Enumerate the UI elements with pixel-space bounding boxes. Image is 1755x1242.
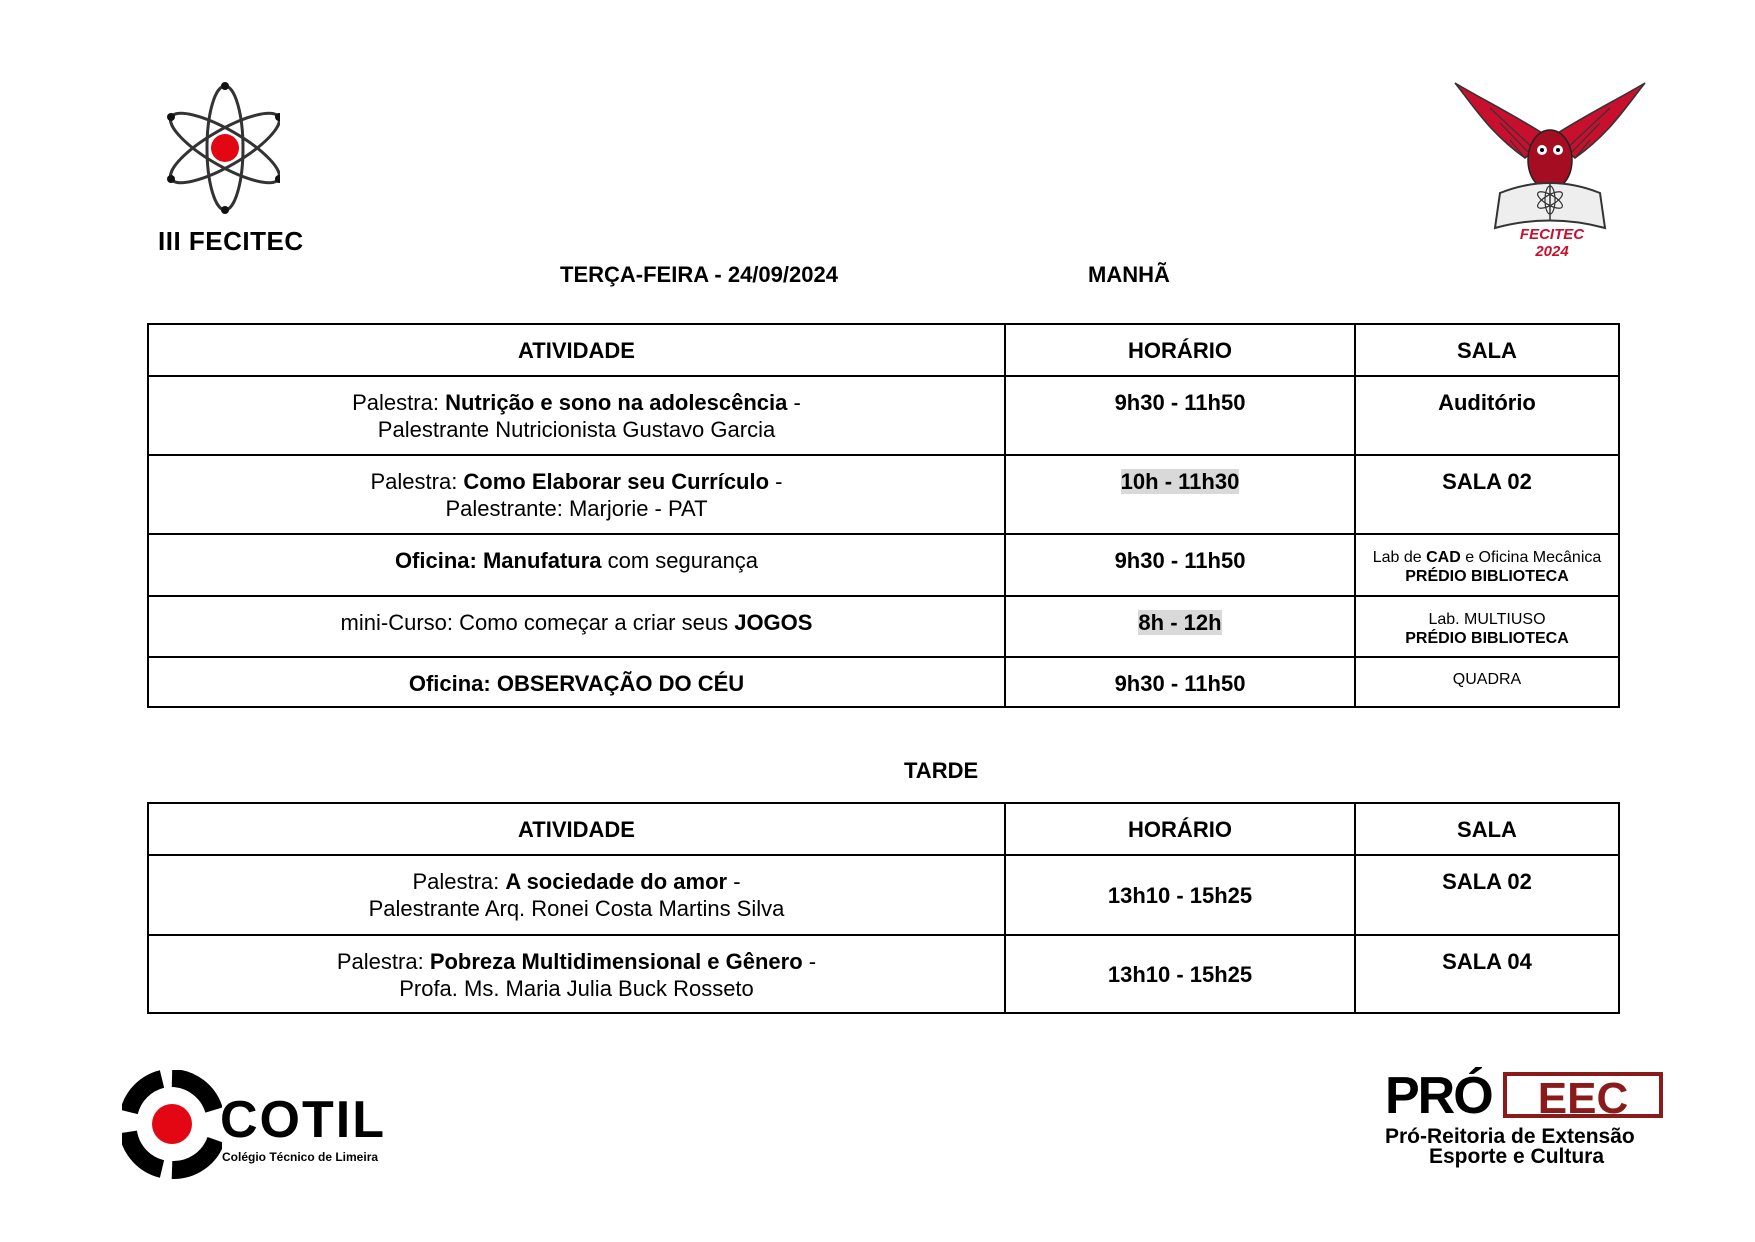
atom-icon bbox=[150, 78, 280, 218]
morning-schedule-table bbox=[147, 323, 1620, 708]
cotil-subtitle: Colégio Técnico de Limeira bbox=[222, 1150, 379, 1164]
activity-cell: Palestra: Nutrição e sono na adolescência - Palestrante Nutricionista Gustavo Garcia bbox=[148, 376, 1005, 455]
owl-logo bbox=[1450, 78, 1650, 263]
room-cell: SALA 02 bbox=[1355, 455, 1619, 534]
time-cell: 13h10 - 15h25 bbox=[1005, 935, 1355, 1013]
col-header-room: SALA bbox=[1355, 803, 1619, 855]
time-cell: 8h - 12h bbox=[1005, 596, 1355, 657]
afternoon-label: TARDE bbox=[904, 758, 979, 783]
table-header-row bbox=[148, 324, 1619, 376]
room-cell: Lab de CAD e Oficina Mecânica PRÉDIO BIBLIOTECA bbox=[1355, 534, 1619, 596]
table-row bbox=[148, 935, 1619, 1013]
table-row bbox=[148, 455, 1619, 534]
activity-cell: Palestra: Pobreza Multidimensional e Gênero - Profa. Ms. Maria Julia Buck Rosseto bbox=[148, 935, 1005, 1013]
time-cell: 9h30 - 11h50 bbox=[1005, 376, 1355, 455]
proeec-eec: EEC bbox=[1503, 1072, 1663, 1118]
activity-cell: Oficina: OBSERVAÇÃO DO CÉU bbox=[148, 657, 1005, 707]
col-header-time: HORÁRIO bbox=[1005, 803, 1355, 855]
room-cell: Auditório bbox=[1355, 376, 1619, 455]
proeec-line2: Esporte e Cultura bbox=[1429, 1145, 1605, 1168]
table-row bbox=[148, 657, 1619, 707]
fecitec-wordmark: III FECITEC bbox=[158, 226, 304, 256]
afternoon-schedule-table bbox=[147, 802, 1620, 1014]
room-cell: Lab. MULTIUSO PRÉDIO BIBLIOTECA bbox=[1355, 596, 1619, 657]
fecitec-logo bbox=[150, 78, 310, 258]
table-header-row bbox=[148, 803, 1619, 855]
time-cell: 9h30 - 11h50 bbox=[1005, 657, 1355, 707]
cotil-ring-icon bbox=[122, 1070, 222, 1180]
time-cell: 10h - 11h30 bbox=[1005, 455, 1355, 534]
table-row bbox=[148, 855, 1619, 935]
col-header-room: SALA bbox=[1355, 324, 1619, 376]
col-header-activity: ATIVIDADE bbox=[148, 803, 1005, 855]
cotil-name: COTIL bbox=[220, 1091, 386, 1149]
table-row bbox=[148, 376, 1619, 455]
table-row bbox=[148, 534, 1619, 596]
time-cell: 13h10 - 15h25 bbox=[1005, 855, 1355, 935]
activity-cell: Oficina: Manufatura com segurança bbox=[148, 534, 1005, 596]
speaker: Palestrante Arq. Ronei Costa Martins Silva bbox=[368, 896, 785, 921]
room-cell: SALA 02 bbox=[1355, 855, 1619, 935]
activity-cell: Palestra: A sociedade do amor - Palestrante Arq. Ronei Costa Martins Silva bbox=[148, 855, 1005, 935]
table-row bbox=[148, 596, 1619, 657]
col-header-time: HORÁRIO bbox=[1005, 324, 1355, 376]
activity-cell: Palestra: Como Elaborar seu Currículo - Palestrante: Marjorie - PAT bbox=[148, 455, 1005, 534]
morning-label: MANHÃ bbox=[1088, 262, 1170, 287]
speaker: Profa. Ms. Maria Julia Buck Rosseto bbox=[399, 976, 754, 1001]
proeec-pro: PRÓ bbox=[1385, 1067, 1492, 1125]
speaker: Palestrante: Marjorie - PAT bbox=[445, 496, 708, 521]
room-cell: QUADRA bbox=[1355, 657, 1619, 707]
day-title: TERÇA-FEIRA - 24/09/2024 bbox=[560, 262, 838, 287]
cotil-logo bbox=[122, 1070, 422, 1180]
proeec-line1: Pró-Reitoria de Extensão bbox=[1385, 1125, 1635, 1148]
room-cell: SALA 04 bbox=[1355, 935, 1619, 1013]
time-cell: 9h30 - 11h50 bbox=[1005, 534, 1355, 596]
proeec-logo bbox=[1385, 1067, 1675, 1180]
speaker: Palestrante Nutricionista Gustavo Garcia bbox=[377, 417, 776, 442]
owl-wordmark: FECITEC 2024 bbox=[1519, 226, 1585, 260]
activity-cell: mini-Curso: Como começar a criar seus JOGOS bbox=[148, 596, 1005, 657]
col-header-activity: ATIVIDADE bbox=[148, 324, 1005, 376]
